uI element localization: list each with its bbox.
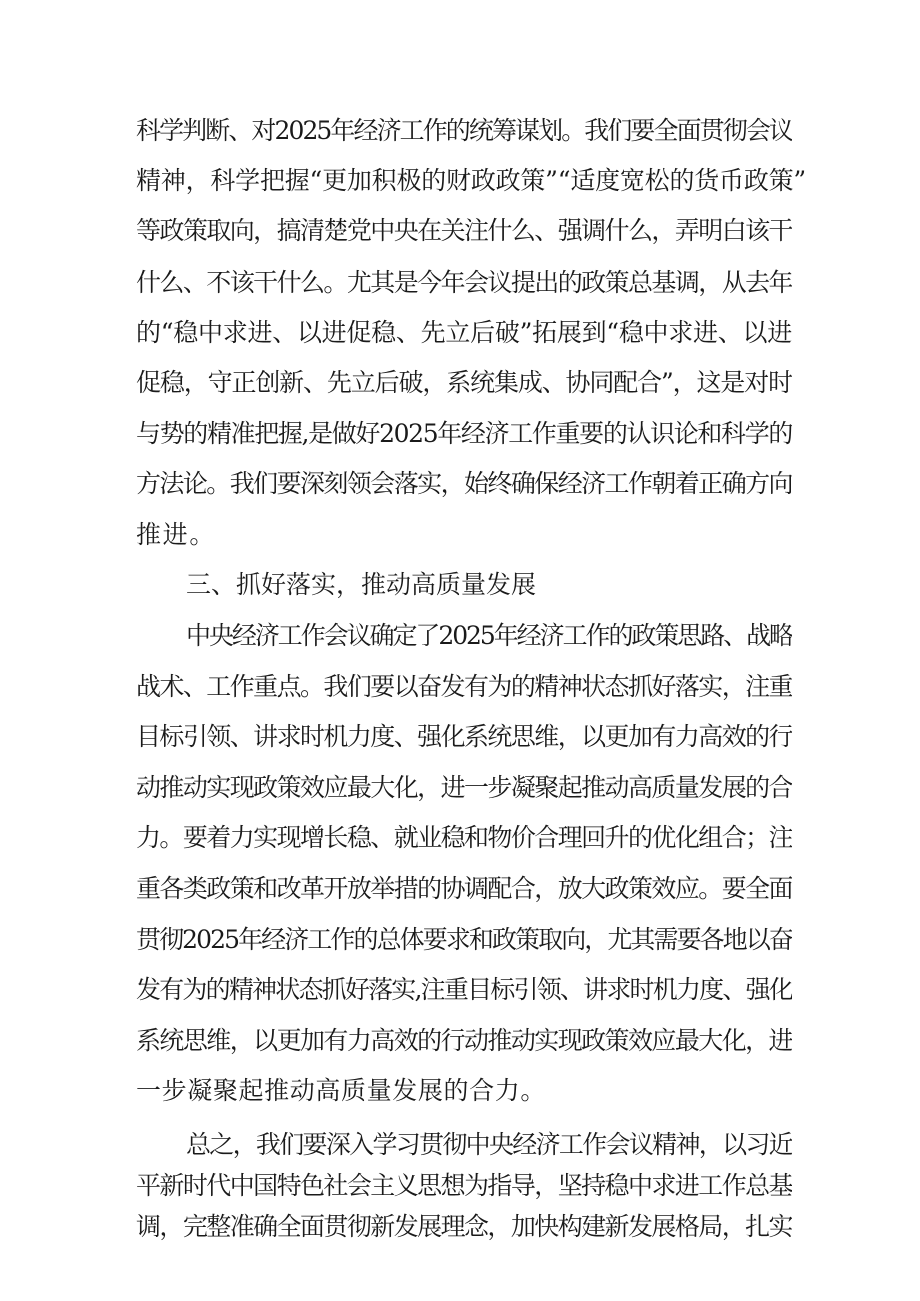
section-3-line-10: 一步凝聚起推动高质量发展的合力。 [136,1076,546,1105]
section-3-line-9: 系统思维，以更加有力高效的行动推动实现政策效应最大化，进 [136,1026,792,1055]
paragraph-1-line-4: 什么、不该干什么。尤其是今年会议提出的政策总基调，从去年 [136,268,792,297]
section-3-line-2: 战术、工作重点。我们要以奋发有为的精神状态抓好落实，注重 [136,672,792,701]
section-3-line-4: 动推动实现政策效应最大化，进一步凝聚起推动高质量发展的合 [136,773,792,802]
section-3-line-6: 重各类政策和改革开放举措的协调配合，放大政策效应。要全面 [136,874,792,903]
paragraph-1-line-2: 精神，科学把握“更加积极的财政政策”“适度宽松的货币政策” [136,166,806,195]
section-3-line-8: 发有为的精神状态抓好落实,注重目标引领、讲求时机力度、强化 [136,975,792,1004]
section-3-heading: 三、抓好落实，推动高质量发展 [186,570,537,599]
section-3-line-1: 中央经济工作会议确定了2025年经济工作的政策思路、战略 [186,621,792,650]
paragraph-1-line-9: 推进。 [136,520,216,549]
paragraph-1-line-6: 促稳，守正创新、先立后破，系统集成、协同配合”，这是对时 [136,368,792,397]
conclusion-line-3: 调，完整准确全面贯彻新发展理念，加快构建新发展格局，扎实 [136,1212,792,1241]
conclusion-line-1: 总之，我们要深入学习贯彻中央经济工作会议精神，以习近 [186,1130,792,1159]
conclusion-line-2: 平新时代中国特色社会主义思想为指导，坚持稳中求进工作总基 [136,1171,792,1200]
paragraph-1-line-3: 等政策取向，搞清楚党中央在关注什么、强调什么，弄明白该干 [136,216,792,245]
section-3-line-5: 力。要着力实现增长稳、就业稳和物价合理回升的优化组合；注 [136,823,792,852]
paragraph-1-line-1: 科学判断、对2025年经济工作的统筹谋划。我们要全面贯彻会议 [136,116,792,145]
section-3-line-3: 目标引领、讲求时机力度、强化系统思维，以更加有力高效的行 [136,722,792,751]
paragraph-1-line-7: 与势的精准把握,是做好2025年经济工作重要的认识论和科学的 [136,419,792,448]
paragraph-1-line-8: 方法论。我们要深刻领会落实，始终确保经济工作朝着正确方向 [136,469,792,498]
paragraph-1-line-5: 的“稳中求进、以进促稳、先立后破”拓展到“稳中求进、以进 [136,318,792,347]
section-3-line-7: 贯彻2025年经济工作的总体要求和政策取向，尤其需要各地以奋 [136,925,792,954]
